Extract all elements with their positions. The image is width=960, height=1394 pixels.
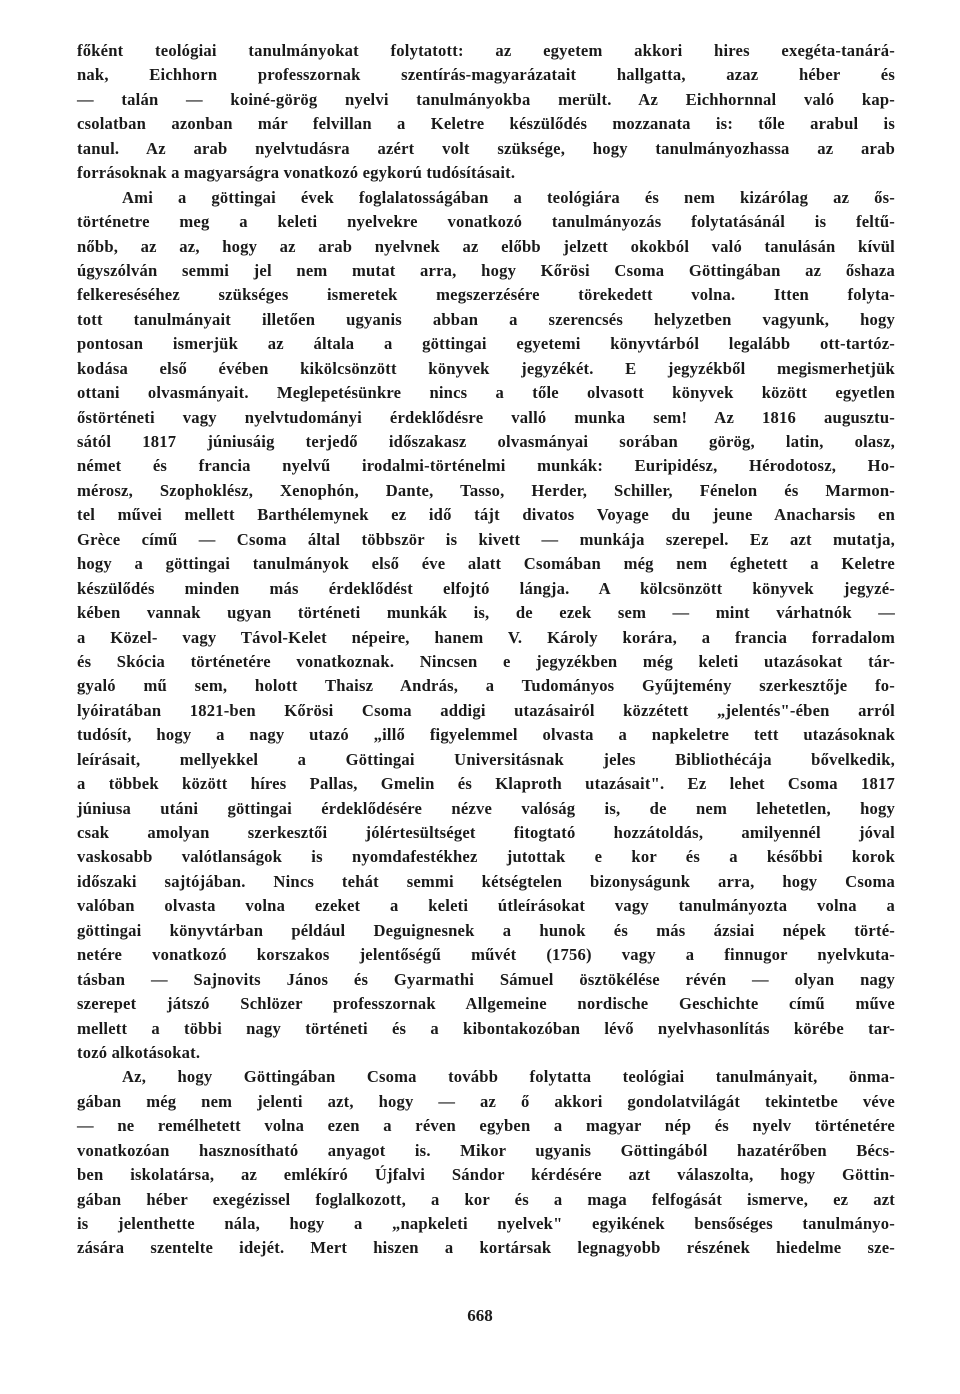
text-line: gyaló mű sem, holott Thaisz András, a Tudományos Gyűjtemény szerkesztője fo-	[77, 676, 895, 696]
text-line: mellett a többi nagy történeti és a kibontakozóban lévő nyelvhasonlítás körébe tar-	[77, 1018, 895, 1038]
text-line: mérosz, Szophoklész, Xenophón, Dante, Tasso, Herder, Schiller, Fénelon és Marmon-	[77, 480, 895, 500]
text-line: júniusa utáni göttingai érdeklődésére nézve valóság is, de nem lehetetlen, hogy	[77, 798, 895, 818]
text-line: kében vannak ugyan történeti munkák is, de ezek sem — mint várhatnók —	[77, 603, 895, 623]
text-line: csolatban azonban már felvillan a Keletre készülődés mozzanata is: tőle arabul is	[77, 114, 895, 134]
text-line: lyóiratában 1821-ben Kőrösi Csoma addigi utazásairól közzétett „jelentés"-ében arról	[77, 700, 895, 720]
text-line: történetre meg a keleti nyelvekre vonatkozó tanulmányozás folytatásánál is feltű-	[77, 212, 895, 232]
text-line: vaskosabb valótlanságok is nyomdafestékhez jutottak e kor és a későbbi korok	[77, 847, 895, 867]
page-number: 668	[467, 1306, 493, 1325]
text-line: főként teológiai tanulmányokat folytatott: az egyetem akkori hires exegéta-tanárá-	[77, 41, 895, 60]
text-line: és Skócia történetére vonatkoznak. Nincsen e jegyzékben még keleti utazásokat tár-	[77, 651, 895, 671]
text-line: is jelenthette nála, hogy a „napkeleti nyelvek" egyikének bensőséges tanulmányo-	[77, 1214, 895, 1233]
text-line: gában héber exegézissel foglalkozott, a kor és a maga felfogását ismerve, ez azt	[77, 1189, 895, 1209]
text-line: német és francia nyelvű irodalmi-történelmi munkák: Euripidész, Hérodotosz, Ho-	[77, 456, 895, 476]
text-line: valóban olvasta volna ezeket a keleti útleírásokat vagy tanulmányozta volna a	[77, 896, 895, 916]
text-line: göttingai könyvtárban például Deguignesnek a hunok és más ázsiai népek törté-	[77, 920, 895, 940]
text-line: ben iskolatársa, az emlékíró Újfalvi Sándor kérdésére azt válaszolta, hogy Göttin-	[77, 1165, 895, 1185]
text-line: zására szentelte idejét. Mert hiszen a kortársak legnagyobb részének hiedelme sze-	[77, 1238, 895, 1258]
text-line: a Közel- vagy Távol-Kelet népeire, hanem V. Károly korára, a francia forradalom	[77, 627, 895, 647]
text-line: — ne remélhetett volna ezen a réven egyben a magyar nép és nyelv történetére	[77, 1116, 895, 1136]
text-line: a többek között híres Pallas, Gmelin és Klaproth utazásait". Ez lehet Csoma 1817	[77, 774, 895, 794]
text-line: csak amolyan szerkesztői jólértesültséget fitogtató hozzátoldás, amilyennél jóval	[77, 823, 895, 842]
text-line: Ami a göttingai évek foglalatosságában a teológiára és nem kizárólag az ős-	[122, 187, 895, 207]
text-line: nőbb, az az, hogy az arab nyelvnek az előbb jelzett okokból való tanulásán kívül	[77, 236, 895, 256]
text-line: Grèce című — Csoma által többször is kivett — munkája szerepel. Ez azt mutatja,	[77, 529, 895, 549]
text-line: netére vonatkozó korszakos jelentőségű művét (1756) vagy a finnugor nyelvkuta-	[77, 945, 895, 965]
text-line: hogy a göttingai tanulmányok első éve alatt Csomában még nem éghetett a Keletre	[77, 554, 895, 574]
text-line: leírásait, mellyekkel a Göttingai Universitásnak jeles Bibliothécája bővelkedik,	[77, 749, 895, 769]
text-line: kodása első évében kikölcsönzött könyvek jegyzékét. E jegyzékből megismerhetjük	[77, 358, 895, 378]
text-line: tozó alkotásokat.	[77, 1042, 201, 1062]
text-line: tásban — Sajnovits János és Gyarmathi Sámuel ösztökélése révén — olyan nagy	[77, 969, 895, 989]
text-line: tanul. Az arab nyelvtudásra azért volt szüksége, hogy tanulmányozhassa az arab	[77, 138, 895, 158]
text-line: pontosan ismerjük az általa a göttingai egyetemi könyvtárból legalább ott-tartóz-	[77, 334, 895, 354]
text-line: őstörténeti vagy nyelvtudományi érdeklődésre valló munka sem! Az 1816 augusztu-	[77, 407, 895, 427]
text-line: tott tanulmányait illetően ugyanis abban a szerencsés helyzetben vagyunk, hogy	[77, 309, 895, 329]
text-line: ottani olvasmányait. Meglepetésünkre nincs a tőle olvasott könyvek között egyetlen	[77, 383, 895, 403]
text-line: tudósít, hogy a nagy utazó „illő figyelemmel olvasta a napkeletre tett utazásoknak	[77, 725, 895, 745]
text-line: gában még nem jelenti azt, hogy — az ő akkori gondolatvilágát tekintetbe véve	[77, 1091, 895, 1111]
text-line: készülődés minden más érdeklődést elfojtó lángja. A kölcsönzött könyvek jegyzé-	[77, 578, 895, 598]
text-line: — talán — koiné-görög nyelvi tanulmányokba merült. Az Eichhornnal való kap-	[77, 89, 895, 109]
text-line: szerepet játszó Schlözer professzornak Allgemeine nordische Geschichte című műve	[77, 994, 895, 1014]
text-line: időszaki sajtójában. Nincs tehát semmi kétségtelen bizonyságunk arra, hogy Csoma	[77, 871, 895, 891]
text-line: forrásoknak a magyarságra vonatkozó egykorú tudósításait.	[77, 163, 516, 183]
text-line: Az, hogy Göttingában Csoma tovább folytatta teológiai tanulmányait, önma-	[122, 1067, 895, 1087]
text-line: vonatkozóan hasznosítható anyagot is. Mikor ugyanis Göttingából hazatérőben Bécs-	[77, 1140, 895, 1160]
text-line: tel művei mellett Barthélemynek ez idő tájt divatos Voyage du jeune Anacharsis en	[77, 505, 895, 525]
text-line: sától 1817 júniusáig terjedő időszakasz olvasmányai sorában görög, latin, olasz,	[77, 432, 895, 451]
text-line: nak, Eichhorn professzornak szentírás-magyarázatait hallgatta, azaz héber és	[77, 65, 895, 85]
body-text	[77, 39, 895, 1261]
text-line: úgyszólván semmi jel nem mutat arra, hogy Kőrösi Csoma Göttingában az őshaza	[77, 260, 895, 280]
text-line: felkereséséhez szükséges ismeretek megszerzésére törekedett volna. Itten folyta-	[77, 285, 895, 305]
